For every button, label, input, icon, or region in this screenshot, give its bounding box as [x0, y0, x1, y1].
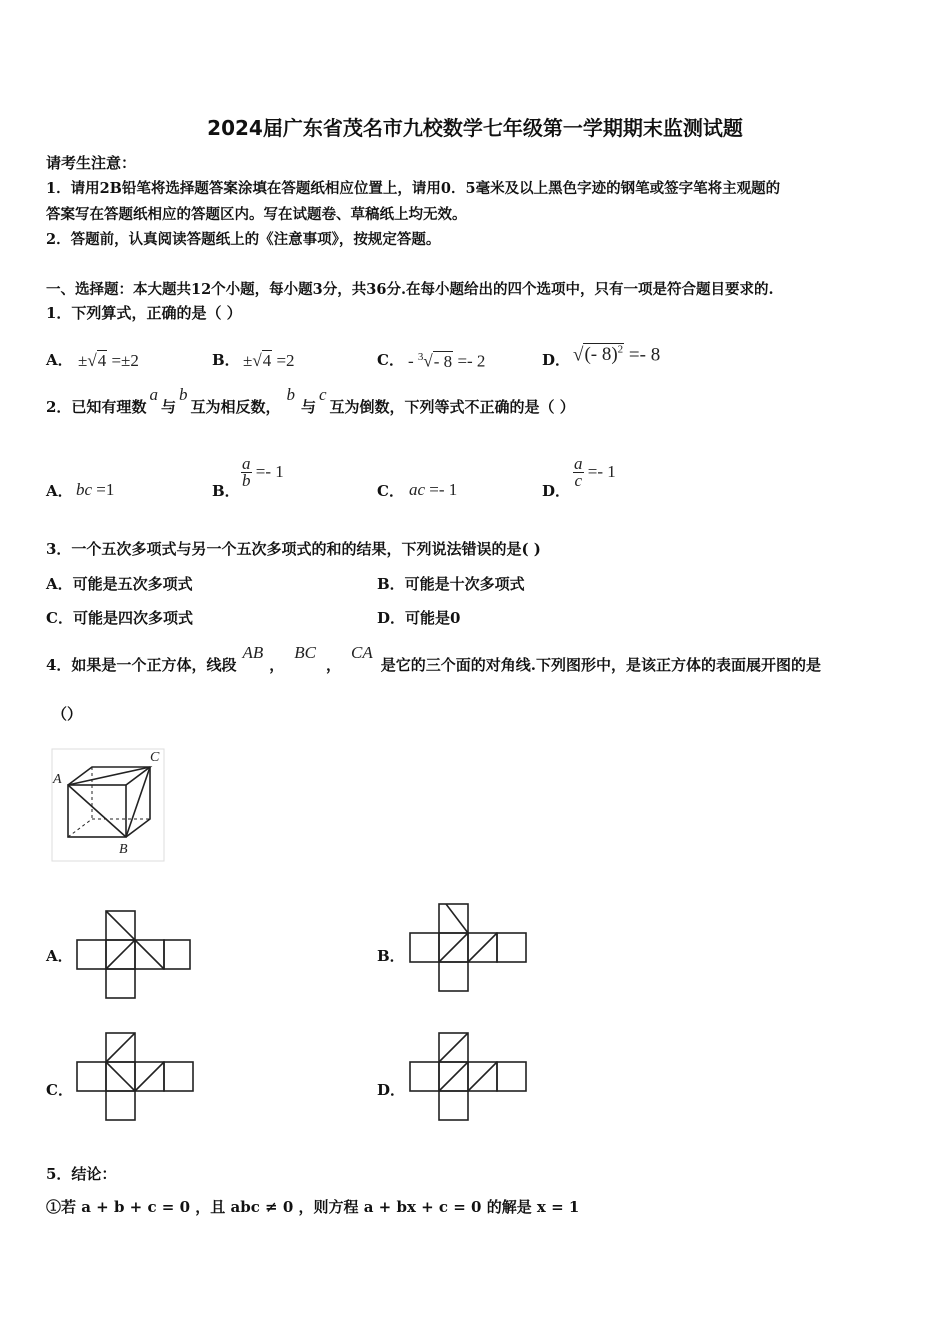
q1-label-a: A．: [46, 351, 73, 369]
net-d-diag-2: [439, 1062, 468, 1091]
net-a-diag-3: [135, 940, 164, 969]
q1-b-radicand: 4: [262, 351, 272, 370]
net-b-face-1: [410, 933, 439, 962]
net-d-figure: [405, 1027, 535, 1127]
q1-d-rest: =- 8: [624, 344, 661, 366]
net-c-diag-1: [106, 1033, 135, 1062]
q1-a-radicand: 4: [97, 351, 107, 370]
q2-stem: [46, 385, 575, 417]
q3-stem: 3．一个五次多项式与另一个五次多项式的和的结果，下列说法错误的是( ): [46, 540, 541, 558]
q2-c-expr: ac: [409, 480, 426, 499]
q4-paren: （）: [52, 705, 83, 723]
q1-d-base: (- 8): [584, 344, 618, 366]
q3-option-d: D．可能是0: [377, 609, 461, 627]
q2-option-a: [76, 480, 114, 500]
q4-seg-ab: AB: [242, 643, 264, 662]
net-b-face-bottom: [439, 962, 468, 991]
q2-b-fraction: [241, 456, 252, 489]
q2-text-2: 与: [160, 398, 176, 416]
q1-c-radicand: - 8: [433, 351, 453, 371]
q1-label-d: D．: [542, 351, 571, 369]
q2-option-c: [409, 480, 457, 500]
q1-c-index: 3: [417, 351, 424, 363]
q2-d-fraction: [573, 456, 584, 489]
net-b-face-4: [497, 933, 526, 962]
q2-b-numerator: a: [242, 454, 251, 473]
cube-frame: [52, 749, 164, 861]
q4-seg-bc: BC: [294, 643, 316, 662]
q2-label-d: D．: [542, 482, 571, 500]
net-c-diag-2: [106, 1062, 135, 1091]
q2-option-d: [573, 456, 616, 489]
cube-diagonal-bc: [126, 767, 150, 837]
q2-text-5: 互为倒数，下列等式不正确的是（ ）: [329, 398, 575, 416]
notice-heading: 请考生注意：: [46, 154, 137, 172]
net-d-face-4: [497, 1062, 526, 1091]
net-c-face-4: [164, 1062, 193, 1091]
q4-text-2: 是它的三个面的对角线.下列图形中，是该正方体的表面展开图的是: [380, 656, 821, 674]
q1-option-d: √(- 8)$^2$ =- 8: [573, 344, 661, 366]
q4-label-a: A．: [46, 947, 73, 965]
q2-label-b: B．: [212, 482, 240, 500]
q4-text-1: 4．如果是一个正方体，线段: [46, 656, 237, 674]
notice-line-1: 1．请用2B铅笔将选择题答案涂填在答题纸相应位置上，请用0．5毫米及以上黑色字迹的钢笔或签字笔将主观题的: [46, 180, 781, 197]
notice-line-1b: 答案写在答题纸相应的答题区内。写在试题卷、草稿纸上均无效。: [46, 206, 467, 223]
q1-a-pm: ±: [78, 351, 88, 370]
q1-c-rest: =- 2: [453, 351, 486, 371]
q2-d-rest: =- 1: [583, 462, 616, 481]
q1-a-rest: =±2: [107, 351, 139, 370]
q5-stem: 5．结论：: [46, 1165, 117, 1183]
q1-b-pm: ±: [243, 351, 253, 370]
q2-var-a: a: [149, 385, 158, 404]
q2-d-denominator: c: [574, 471, 583, 490]
net-c-face-bottom: [106, 1091, 135, 1120]
net-d-face-bottom: [439, 1091, 468, 1120]
q2-var-b: b: [178, 385, 188, 404]
q3-option-b: B．可能是十次多项式: [377, 575, 525, 593]
q4-stem: [46, 643, 821, 675]
q1-option-c: - $^3$√- 8 =- 2: [408, 351, 486, 371]
q2-b-denominator: b: [242, 471, 251, 490]
cube-hidden-edge-2: [68, 819, 92, 837]
net-d-diag-3: [468, 1062, 497, 1091]
q1-label-c: C．: [377, 351, 404, 369]
q2-d-numerator: a: [574, 454, 583, 473]
q4-label-b: B．: [377, 947, 405, 965]
net-a-diag-2: [106, 940, 135, 969]
q2-text-3: 互为相反数，: [190, 398, 281, 416]
net-b-diag-3: [468, 933, 497, 962]
q4-sep-1: ，: [269, 656, 285, 674]
q2-label-c: C．: [377, 482, 404, 500]
q2-var-c: c: [319, 385, 327, 404]
net-b-diag-1: [446, 904, 468, 933]
q3-option-c: C．可能是四次多项式: [46, 609, 193, 627]
q1-stem: 1．下列算式，正确的是（ ）: [46, 304, 242, 322]
q2-text-1: 2．已知有理数: [46, 398, 147, 416]
page-title: 2024届广东省茂名市九校数学七年级第一学期期末监测试题: [207, 116, 743, 140]
q4-sep-2: ，: [325, 656, 341, 674]
q2-label-a: A．: [46, 482, 73, 500]
q4-seg-ca: CA: [351, 643, 373, 662]
net-a-figure: [72, 905, 197, 1005]
cube-label-a: A: [53, 772, 62, 787]
net-b-face-top: [439, 904, 468, 933]
cube-label-b: B: [119, 842, 128, 857]
q4-label-c: C．: [46, 1081, 73, 1099]
cube-diagonal-ab: [68, 785, 126, 837]
q2-a-expr: bc: [76, 480, 93, 499]
q1-option-a: ±√4 =±2: [78, 351, 139, 370]
notice-line-2: 2．答题前，认真阅读答题纸上的《注意事项》，按规定答题。: [46, 231, 441, 248]
q5-item-1: ①若 a + b + c = 0 ，且 abc ≠ 0 ，则方程 a + bx + c = 0 的解是 x = 1: [46, 1198, 580, 1216]
net-c-diag-3: [135, 1062, 164, 1091]
q2-c-rest: =- 1: [425, 480, 458, 499]
net-d-face-1: [410, 1062, 439, 1091]
net-a-face-bottom: [106, 969, 135, 998]
net-a-diag-1: [106, 911, 135, 940]
net-a-face-4: [164, 940, 190, 969]
net-c-figure: [72, 1027, 202, 1127]
q1-d-radicand: [583, 343, 624, 365]
net-d-diag-1: [439, 1033, 468, 1062]
q1-option-b: ±√4 =2: [243, 351, 295, 370]
q1-d-exponent: 2: [617, 344, 624, 356]
q2-b-rest: =- 1: [251, 462, 284, 481]
section-heading: 一、选择题：本大题共12个小题，每小题3分，共36分.在每小题给出的四个选项中，只有一项是符合题目要求的.: [46, 281, 774, 298]
net-c-face-1: [77, 1062, 106, 1091]
q2-option-b: [241, 456, 284, 489]
cube-label-c: C: [150, 750, 160, 765]
q4-label-d: D．: [377, 1081, 406, 1099]
q1-b-rest: =2: [272, 351, 295, 370]
net-b-diag-2: [439, 933, 468, 962]
q2-a-rest: =1: [92, 480, 115, 499]
q1-label-b: B．: [212, 351, 240, 369]
q3-option-a: A．可能是五次多项式: [46, 575, 193, 593]
q1-c-pre: -: [408, 351, 418, 371]
q2-text-4: 与: [300, 398, 316, 416]
net-b-figure: [405, 898, 535, 998]
net-a-face-1: [77, 940, 106, 969]
q2-var-b2: b: [286, 385, 295, 404]
